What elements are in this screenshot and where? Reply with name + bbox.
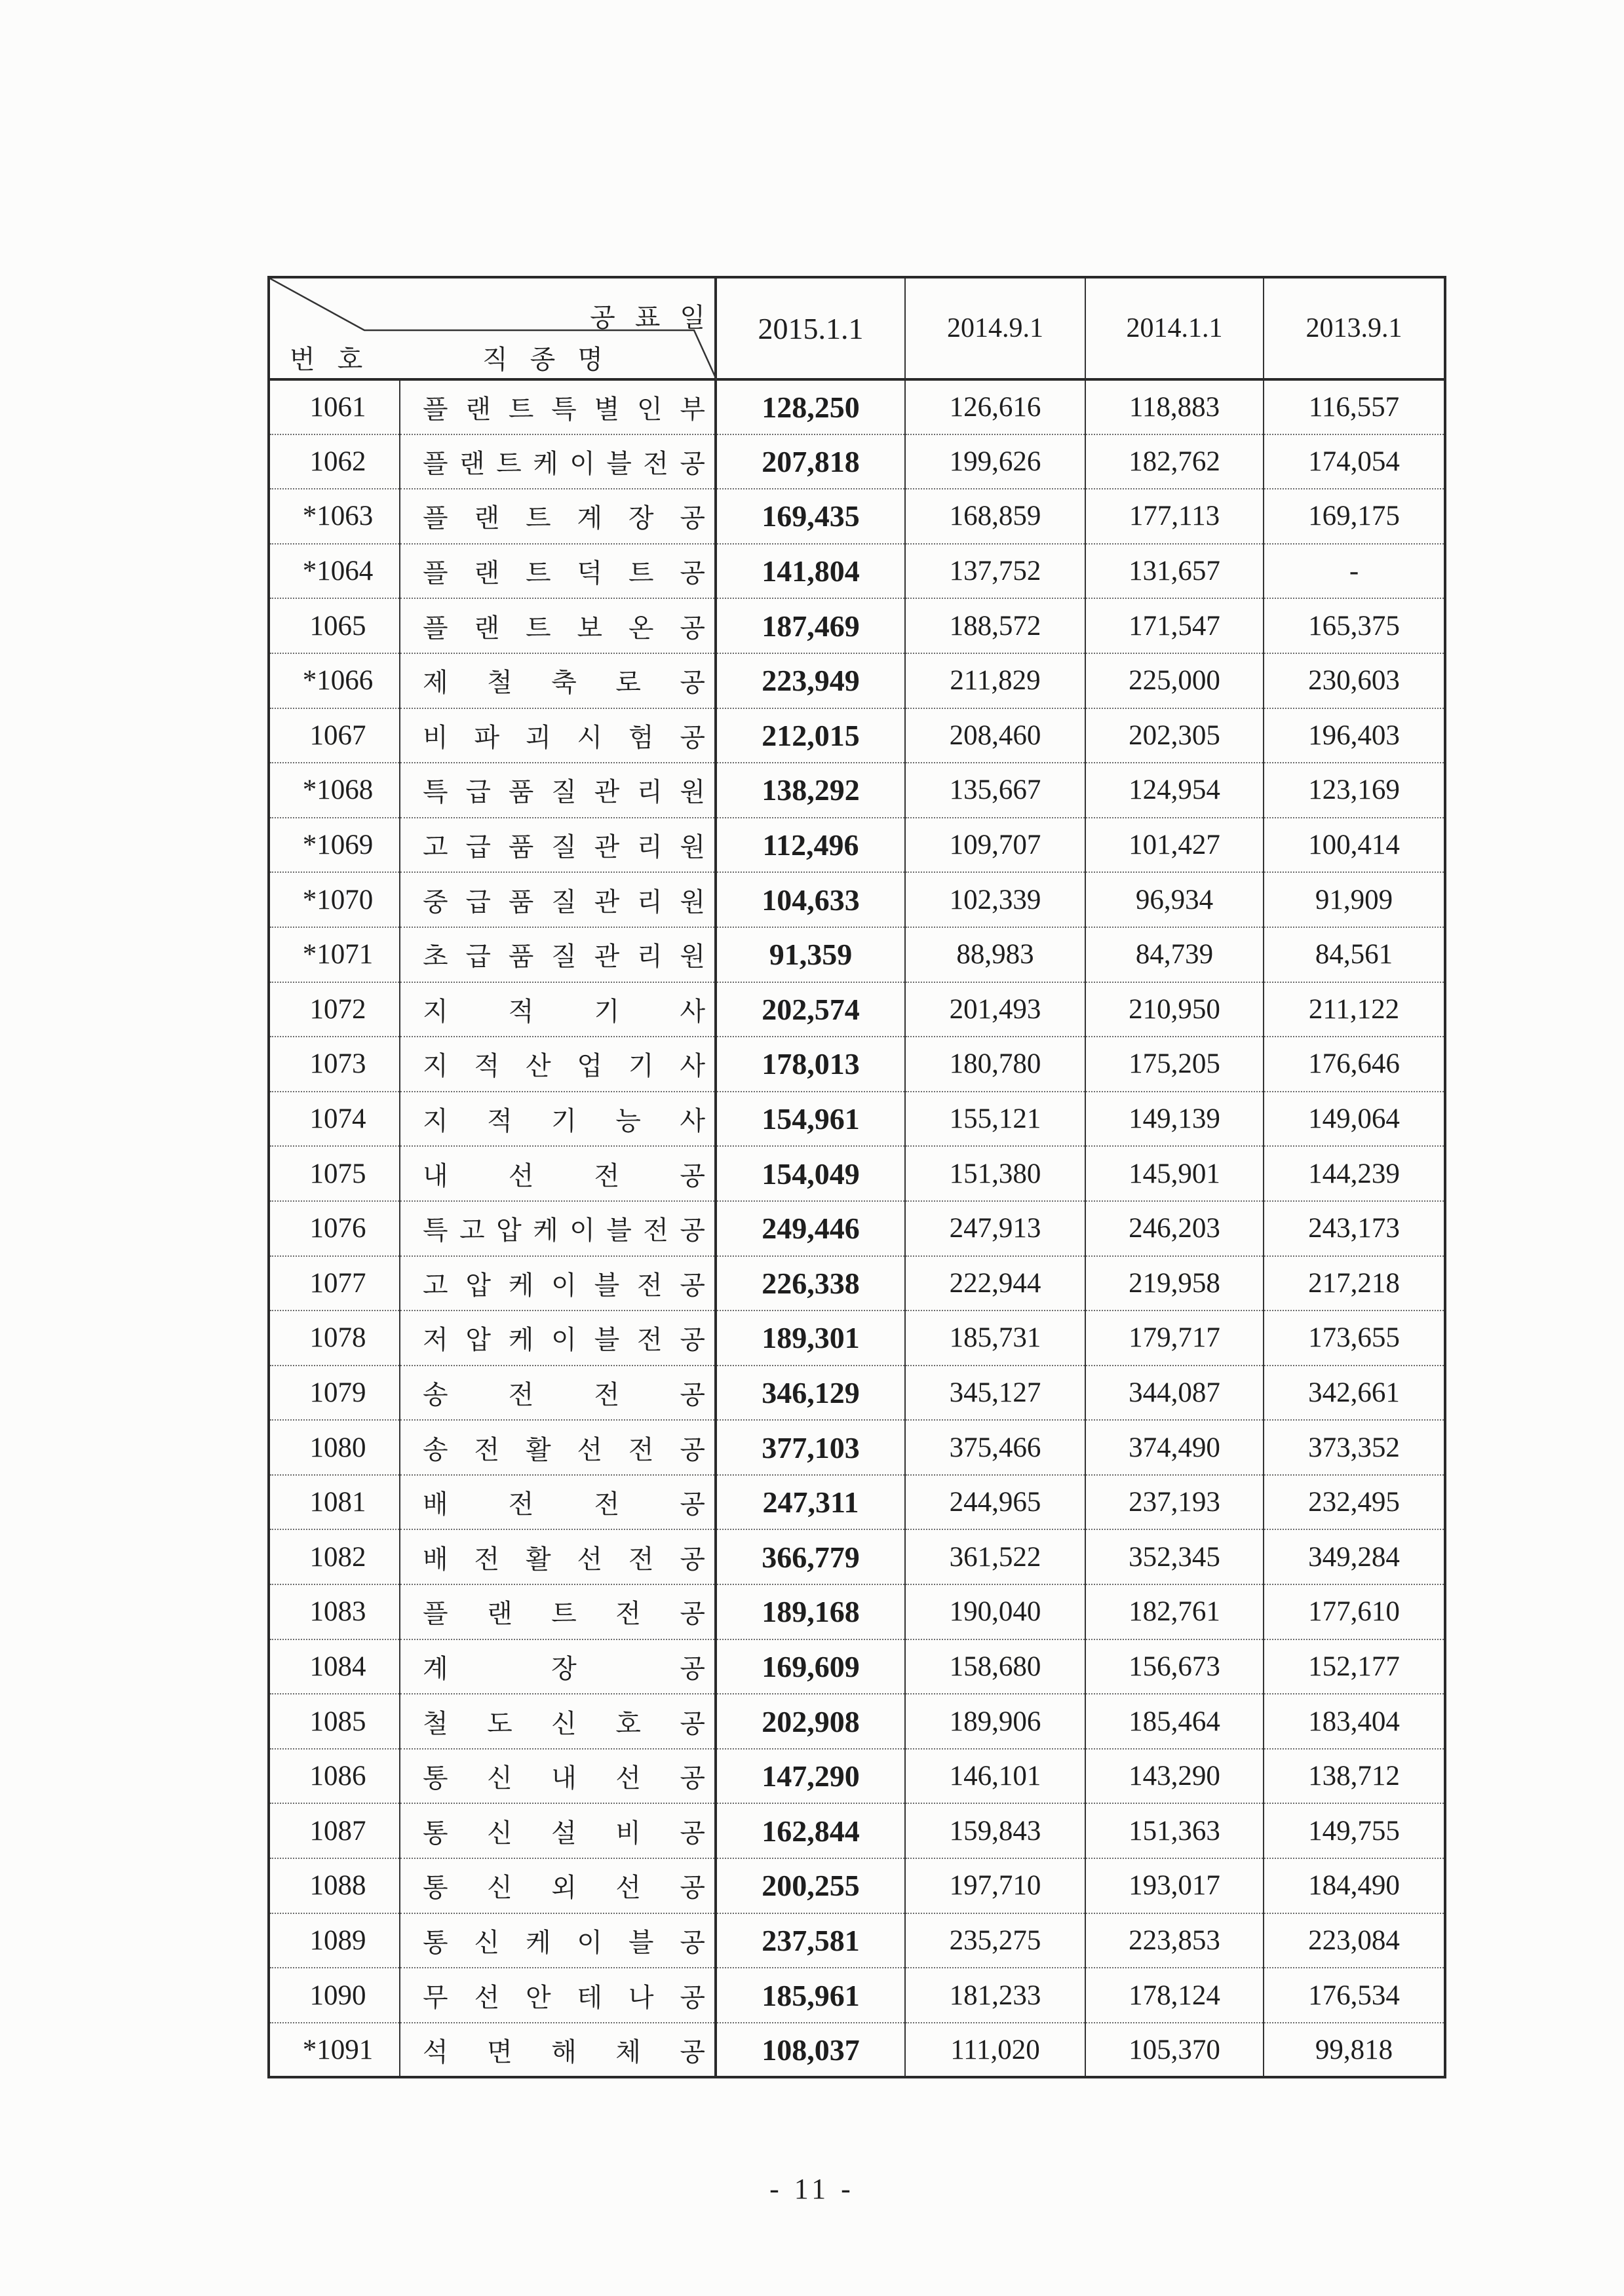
wage-2014-1-1: 175,205 — [1085, 1037, 1264, 1092]
page-number: - 11 - — [769, 2173, 855, 2205]
wage-table — [267, 276, 1446, 2078]
wage-2014-1-1: 177,113 — [1085, 489, 1264, 544]
wage-2014-1-1: 202,305 — [1085, 708, 1264, 763]
wage-2014-9-1: 135,667 — [905, 763, 1085, 818]
table-row — [269, 818, 1445, 873]
wage-2014-9-1: 244,965 — [905, 1475, 1085, 1530]
job-name: 송 전 활 선 전 공 — [400, 1420, 716, 1475]
wage-2014-1-1: 101,427 — [1085, 818, 1264, 873]
wage-2014-9-1: 345,127 — [905, 1366, 1085, 1421]
wage-2015-1-1: 169,609 — [716, 1639, 905, 1694]
job-name: 지 적 기 사 — [400, 982, 716, 1037]
row-number: 1089 — [269, 1913, 400, 1968]
wage-2013-9-1: 183,404 — [1264, 1694, 1445, 1749]
wage-2015-1-1: 178,013 — [716, 1037, 905, 1092]
wage-2015-1-1: 202,908 — [716, 1694, 905, 1749]
wage-2014-1-1: 156,673 — [1085, 1639, 1264, 1694]
wage-2013-9-1: 116,557 — [1264, 379, 1445, 434]
row-number: 1086 — [269, 1749, 400, 1804]
wage-2014-1-1: 210,950 — [1085, 982, 1264, 1037]
wage-2014-9-1: 109,707 — [905, 818, 1085, 873]
job-name: 석 면 해 체 공 — [400, 2023, 716, 2078]
wage-2014-9-1: 111,020 — [905, 2023, 1085, 2078]
wage-2014-1-1: 344,087 — [1085, 1366, 1264, 1421]
wage-2014-1-1: 219,958 — [1085, 1256, 1264, 1311]
announcement-date-label: 공 표 일 — [590, 303, 712, 332]
wage-2014-9-1: 375,466 — [905, 1420, 1085, 1475]
table-row — [269, 1420, 1445, 1475]
wage-2014-9-1: 88,983 — [905, 927, 1085, 982]
wage-2014-9-1: 137,752 — [905, 544, 1085, 599]
row-number: 1083 — [269, 1584, 400, 1639]
job-name: 플 랜 트 덕 트 공 — [400, 544, 716, 599]
table-row — [269, 982, 1445, 1037]
wage-2014-9-1: 188,572 — [905, 598, 1085, 653]
wage-2013-9-1: 99,818 — [1264, 2023, 1445, 2078]
job-name: 철 도 신 호 공 — [400, 1694, 716, 1749]
row-number: 1076 — [269, 1201, 400, 1256]
job-name: 초 급 품 질 관 리 원 — [400, 927, 716, 982]
table-row — [269, 872, 1445, 927]
wage-2013-9-1: 342,661 — [1264, 1366, 1445, 1421]
table-row — [269, 1037, 1445, 1092]
wage-2013-9-1: 100,414 — [1264, 818, 1445, 873]
wage-2014-9-1: 158,680 — [905, 1639, 1085, 1694]
wage-2014-1-1: 246,203 — [1085, 1201, 1264, 1256]
job-name: 특 고 압 케 이 블 전 공 — [400, 1201, 716, 1256]
table-row — [269, 544, 1445, 599]
wage-2014-1-1: 105,370 — [1085, 2023, 1264, 2078]
job-name: 무 선 안 테 나 공 — [400, 1968, 716, 2023]
row-number: *1091 — [302, 2034, 374, 2065]
job-name: 플 랜 트 전 공 — [400, 1584, 716, 1639]
wage-2013-9-1: 184,490 — [1264, 1858, 1445, 1913]
table-row — [269, 1968, 1445, 2023]
wage-2015-1-1: 249,446 — [716, 1201, 905, 1256]
wage-2015-1-1: 91,359 — [716, 927, 905, 982]
table-row — [269, 1529, 1445, 1584]
wage-2014-1-1: 171,547 — [1085, 598, 1264, 653]
row-number: *1066 — [269, 653, 400, 708]
job-type-label: 직 종 명 — [482, 345, 611, 374]
row-number: 1065 — [269, 598, 400, 653]
wage-2015-1-1: 138,292 — [716, 763, 905, 818]
row-number: *1064 — [269, 544, 400, 599]
table-row — [269, 434, 1445, 489]
table-row — [269, 2023, 1445, 2078]
wage-2015-1-1: 207,818 — [716, 434, 905, 489]
wage-2013-9-1: 169,175 — [1264, 489, 1445, 544]
wage-2014-1-1: 178,124 — [1085, 1968, 1264, 2023]
wage-2015-1-1: 366,779 — [716, 1529, 905, 1584]
wage-2015-1-1: 112,496 — [716, 818, 905, 873]
wage-2013-9-1: 349,284 — [1264, 1529, 1445, 1584]
table-row — [269, 763, 1445, 818]
table-row — [269, 1201, 1445, 1256]
row-number: 1067 — [269, 708, 400, 763]
wage-2014-1-1: 149,139 — [1085, 1092, 1264, 1147]
wage-2015-1-1: 162,844 — [716, 1803, 905, 1858]
job-name: 배 전 활 선 전 공 — [400, 1529, 716, 1584]
job-name: 지 적 기 능 사 — [400, 1092, 716, 1147]
wage-2014-9-1: 201,493 — [905, 982, 1085, 1037]
job-name: 중 급 품 질 관 리 원 — [400, 872, 716, 927]
row-number: *1070 — [269, 872, 400, 927]
wage-2015-1-1: 212,015 — [716, 708, 905, 763]
wage-2015-1-1: 169,435 — [716, 489, 905, 544]
job-name: 플 랜 트 특 별 인 부 — [400, 379, 716, 434]
row-number: 1080 — [269, 1420, 400, 1475]
wage-2014-1-1: 151,363 — [1085, 1803, 1264, 1858]
wage-2015-1-1: 247,311 — [716, 1475, 905, 1530]
job-name: 지 적 산 업 기 사 — [400, 1037, 716, 1092]
wage-2013-9-1: 123,169 — [1264, 763, 1445, 818]
row-number: 1078 — [269, 1311, 400, 1366]
wage-2014-9-1: 168,859 — [905, 489, 1085, 544]
wage-2013-9-1: 149,755 — [1264, 1803, 1445, 1858]
wage-2014-9-1: 155,121 — [905, 1092, 1085, 1147]
wage-2014-1-1: 223,853 — [1085, 1913, 1264, 1968]
date-header-2014-1-1: 2014.1.1 — [1085, 277, 1264, 379]
wage-2013-9-1: 138,712 — [1264, 1749, 1445, 1804]
row-number: 1088 — [269, 1858, 400, 1913]
wage-2014-1-1: 193,017 — [1085, 1858, 1264, 1913]
job-name: 저 압 케 이 블 전 공 — [400, 1311, 716, 1366]
wage-2015-1-1: 237,581 — [716, 1913, 905, 1968]
job-name: 특 급 품 질 관 리 원 — [400, 763, 716, 818]
table-row — [269, 1913, 1445, 1968]
wage-2013-9-1: 177,610 — [1264, 1584, 1445, 1639]
wage-2015-1-1: 377,103 — [716, 1420, 905, 1475]
table-row — [269, 1092, 1445, 1147]
date-header-2014-9-1: 2014.9.1 — [905, 277, 1085, 379]
table-row — [269, 1584, 1445, 1639]
wage-2013-9-1: 223,084 — [1264, 1913, 1445, 1968]
row-number: 1082 — [269, 1529, 400, 1584]
table-header — [269, 277, 1445, 379]
wage-2015-1-1: 154,049 — [716, 1146, 905, 1201]
wage-2014-1-1: 182,762 — [1085, 434, 1264, 489]
job-name: 플 랜 트 보 온 공 — [400, 598, 716, 653]
wage-2014-1-1: 352,345 — [1085, 1529, 1264, 1584]
row-number: 1073 — [269, 1037, 400, 1092]
row-number: 1087 — [269, 1803, 400, 1858]
wage-2015-1-1: 154,961 — [716, 1092, 905, 1147]
wage-2014-9-1: 235,275 — [905, 1913, 1085, 1968]
date-header-2015-1-1: 2015.1.1 — [716, 277, 905, 379]
row-number: *1071 — [269, 927, 400, 982]
row-number: 1084 — [269, 1639, 400, 1694]
table-body — [269, 379, 1445, 2077]
wage-2014-9-1: 190,040 — [905, 1584, 1085, 1639]
wage-2014-9-1: 222,944 — [905, 1256, 1085, 1311]
job-name: 송 전 전 공 — [400, 1366, 716, 1421]
wage-2014-1-1: 131,657 — [1085, 544, 1264, 599]
row-number: *1068 — [269, 763, 400, 818]
table-row — [269, 489, 1445, 544]
row-number: 1072 — [269, 982, 400, 1037]
table-row — [269, 1749, 1445, 1804]
wage-2014-9-1: 199,626 — [905, 434, 1085, 489]
wage-2013-9-1: 173,655 — [1264, 1311, 1445, 1366]
table-row — [269, 1639, 1445, 1694]
row-number: 1074 — [269, 1092, 400, 1147]
wage-2014-1-1: 182,761 — [1085, 1584, 1264, 1639]
wage-2013-9-1: 230,603 — [1264, 653, 1445, 708]
wage-2014-9-1: 180,780 — [905, 1037, 1085, 1092]
row-number: *1063 — [269, 489, 400, 544]
wage-2014-1-1: 143,290 — [1085, 1749, 1264, 1804]
wage-2014-9-1: 102,339 — [905, 872, 1085, 927]
table-row — [269, 708, 1445, 763]
wage-2013-9-1: 149,064 — [1264, 1092, 1445, 1147]
wage-2014-9-1: 247,913 — [905, 1201, 1085, 1256]
wage-2015-1-1: 189,301 — [716, 1311, 905, 1366]
wage-2013-9-1: 211,122 — [1264, 982, 1445, 1037]
wage-2013-9-1: 152,177 — [1264, 1639, 1445, 1694]
wage-2014-9-1: 197,710 — [905, 1858, 1085, 1913]
row-number: 1085 — [269, 1694, 400, 1749]
wage-2014-1-1: 145,901 — [1085, 1146, 1264, 1201]
row-number: 1062 — [269, 434, 400, 489]
wage-2014-1-1: 84,739 — [1085, 927, 1264, 982]
wage-2014-9-1: 361,522 — [905, 1529, 1085, 1584]
wage-2013-9-1: 176,534 — [1264, 1968, 1445, 2023]
table-row — [269, 379, 1445, 434]
wage-2014-9-1: 159,843 — [905, 1803, 1085, 1858]
wage-2014-1-1: 225,000 — [1085, 653, 1264, 708]
wage-2015-1-1: 185,961 — [716, 1968, 905, 2023]
row-number: 1077 — [269, 1256, 400, 1311]
wage-2015-1-1: 189,168 — [716, 1584, 905, 1639]
table-row — [269, 653, 1445, 708]
wage-2013-9-1: 232,495 — [1264, 1475, 1445, 1530]
table-row — [269, 598, 1445, 653]
row-number: 1075 — [269, 1146, 400, 1201]
job-name: 고 급 품 질 관 리 원 — [400, 818, 716, 873]
wage-2014-9-1: 126,616 — [905, 379, 1085, 434]
wage-2015-1-1: 346,129 — [716, 1366, 905, 1421]
wage-2015-1-1: 200,255 — [716, 1858, 905, 1913]
row-number: *1069 — [269, 818, 400, 873]
wage-2014-1-1: 374,490 — [1085, 1420, 1264, 1475]
wage-2015-1-1: 141,804 — [716, 544, 905, 599]
job-name: 계 장 공 — [400, 1639, 716, 1694]
wage-2014-9-1: 189,906 — [905, 1694, 1085, 1749]
job-name: 고 압 케 이 블 전 공 — [400, 1256, 716, 1311]
job-name: 배 전 전 공 — [400, 1475, 716, 1530]
wage-2013-9-1: 196,403 — [1264, 708, 1445, 763]
date-header-2013-9-1: 2013.9.1 — [1264, 277, 1445, 379]
job-name: 제 철 축 로 공 — [400, 653, 716, 708]
wage-2014-9-1: 208,460 — [905, 708, 1085, 763]
job-name: 플 랜 트 계 장 공 — [400, 489, 716, 544]
wage-2013-9-1: 174,054 — [1264, 434, 1445, 489]
wage-2014-1-1: 96,934 — [1085, 872, 1264, 927]
wage-2013-9-1: - — [1264, 544, 1445, 599]
table-row — [269, 1803, 1445, 1858]
wage-2013-9-1: 144,239 — [1264, 1146, 1445, 1201]
wage-2015-1-1: 202,574 — [716, 982, 905, 1037]
header-row — [269, 277, 1445, 379]
wage-2014-1-1: 237,193 — [1085, 1475, 1264, 1530]
wage-2013-9-1: 373,352 — [1264, 1420, 1445, 1475]
diagonal-header-cell — [269, 277, 716, 379]
job-name: 플 랜 트 케 이 블 전 공 — [400, 434, 716, 489]
table-row — [269, 1146, 1445, 1201]
wage-2015-1-1: 108,037 — [716, 2023, 905, 2078]
wage-2015-1-1: 128,250 — [716, 379, 905, 434]
wage-2014-9-1: 181,233 — [905, 1968, 1085, 2023]
wage-2013-9-1: 91,909 — [1264, 872, 1445, 927]
wage-2015-1-1: 226,338 — [716, 1256, 905, 1311]
wage-2013-9-1: 217,218 — [1264, 1256, 1445, 1311]
wage-2014-1-1: 124,954 — [1085, 763, 1264, 818]
job-name: 내 선 전 공 — [400, 1146, 716, 1201]
job-name: 비 파 괴 시 험 공 — [400, 708, 716, 763]
table-row — [269, 1256, 1445, 1311]
wage-2013-9-1: 176,646 — [1264, 1037, 1445, 1092]
wage-2014-9-1: 211,829 — [905, 653, 1085, 708]
number-label: 번 호 — [290, 345, 371, 374]
wage-2014-1-1: 118,883 — [1085, 379, 1264, 434]
wage-2014-1-1: 179,717 — [1085, 1311, 1264, 1366]
wage-2014-9-1: 146,101 — [905, 1749, 1085, 1804]
table-row — [269, 1475, 1445, 1530]
job-name: 통 신 외 선 공 — [400, 1858, 716, 1913]
row-number: 1081 — [269, 1475, 400, 1530]
wage-2015-1-1: 147,290 — [716, 1749, 905, 1804]
wage-2014-9-1: 185,731 — [905, 1311, 1085, 1366]
table-row — [269, 1858, 1445, 1913]
row-number: 1061 — [269, 379, 400, 434]
job-name: 통 신 내 선 공 — [400, 1749, 716, 1804]
row-number: 1079 — [269, 1366, 400, 1421]
table-row — [269, 1311, 1445, 1366]
row-number: 1090 — [269, 1968, 400, 2023]
wage-2014-1-1: 185,464 — [1085, 1694, 1264, 1749]
wage-2013-9-1: 84,561 — [1264, 927, 1445, 982]
wage-2015-1-1: 104,633 — [716, 872, 905, 927]
table-row — [269, 1694, 1445, 1749]
wage-2013-9-1: 243,173 — [1264, 1201, 1445, 1256]
table-row — [269, 1366, 1445, 1421]
wage-2015-1-1: 223,949 — [716, 653, 905, 708]
job-name: 통 신 케 이 블 공 — [400, 1913, 716, 1968]
table-row — [269, 927, 1445, 982]
wage-2014-9-1: 151,380 — [905, 1146, 1085, 1201]
wage-2013-9-1: 165,375 — [1264, 598, 1445, 653]
job-name: 통 신 설 비 공 — [400, 1803, 716, 1858]
wage-2015-1-1: 187,469 — [716, 598, 905, 653]
